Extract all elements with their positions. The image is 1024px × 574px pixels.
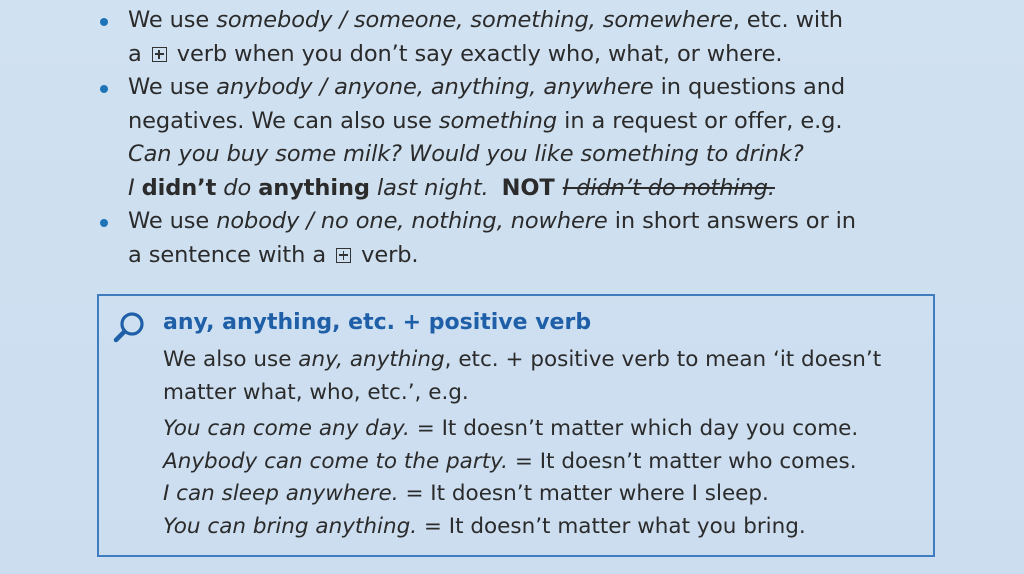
bullet-dot <box>100 18 108 26</box>
tip-intro-line: matter what, who, etc.’, e.g. <box>163 379 469 405</box>
rule-nobody <box>98 205 958 272</box>
magnifier-icon <box>113 310 147 344</box>
tip-body <box>163 344 923 543</box>
example-sentence: Can you buy some milk? Would you like something to drink? <box>128 141 804 167</box>
tip-example: I can sleep anywhere. = It doesn’t matter where I sleep. <box>163 481 769 506</box>
positive-plus-icon <box>336 248 351 263</box>
rule-line: negatives. We can also use something in a request or offer, e.g. <box>128 107 843 134</box>
rule-line: We use anybody / anyone, anything, anywhere in questions and <box>128 74 846 100</box>
not-label: NOT <box>501 174 555 201</box>
tip-example: Anybody can come to the party. = It doesn’t matter who comes. <box>163 448 857 474</box>
rule-line: We use somebody / someone, something, somewhere, etc. with <box>128 7 843 33</box>
rule-line: We use nobody / no one, nothing, nowhere in short answers or in <box>128 208 856 234</box>
rule-anybody <box>98 71 958 205</box>
positive-plus-icon <box>152 47 167 62</box>
tip-title: any, anything, etc. + positive verb <box>163 310 592 335</box>
rule-somebody <box>98 4 958 71</box>
tip-intro-line: We also use any, anything, etc. + positive verb to mean ‘it doesn’t <box>163 347 882 372</box>
incorrect-example: I didn’t do nothing. <box>562 174 775 201</box>
grammar-rules-list <box>98 4 958 272</box>
example-sentence: I didn’t do anything last night. NOT I didn’t do nothing. <box>128 174 775 201</box>
bullet-dot <box>100 219 108 227</box>
rule-line: a sentence with a verb. <box>128 241 419 268</box>
tip-example: You can come any day. = It doesn’t matter which day you come. <box>163 416 859 441</box>
tip-box <box>97 294 935 557</box>
tip-example: You can bring anything. = It doesn’t matter what you bring. <box>163 513 806 539</box>
rule-line: a verb when you don’t say exactly who, what, or where. <box>128 40 783 67</box>
bullet-dot <box>100 85 108 93</box>
